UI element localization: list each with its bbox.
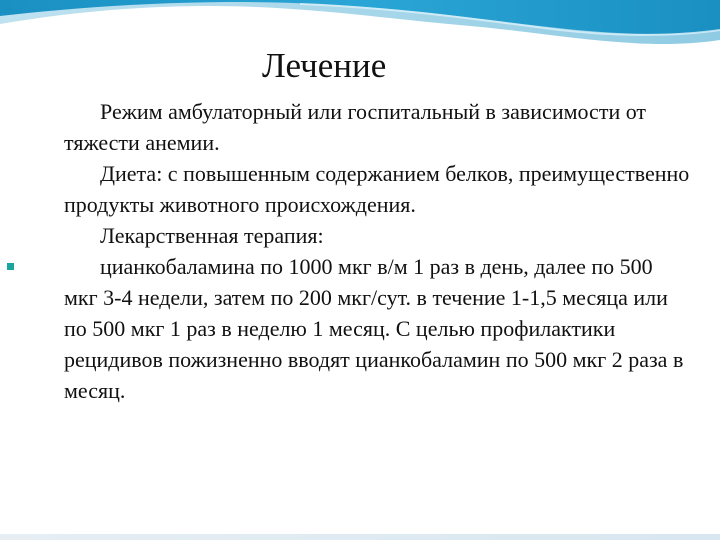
slide-title: Лечение <box>262 46 387 85</box>
footer-band <box>0 534 720 540</box>
paragraph-regimen: Режим амбулаторный или госпитальный в зависимости от тяжести анемии. <box>64 99 647 155</box>
bullet-item-text: цианкобаламина по 1000 мкг в/м 1 раз в день, далее по 500 мкг 3-4 недели, затем по 200 мкг/сут. в течение 1-1,5 месяца или по 500 мкг 1 раз в неделю 1 месяц. С целью профилактики рецидивов пожизненно вводят цианкобаламин по 500 мкг 2 раза в месяц. <box>64 254 684 403</box>
bullet-item-cyanocobalamin <box>64 251 690 406</box>
paragraph-diet: Диета: с повышенным содержанием белков, преимущественно продукты животного происхождения. <box>64 161 690 217</box>
paragraph-drug-therapy: Лекарственная терапия: <box>100 223 324 248</box>
square-bullet-icon <box>7 263 14 270</box>
wave-front-layer <box>0 0 720 34</box>
slide-body <box>64 96 690 406</box>
